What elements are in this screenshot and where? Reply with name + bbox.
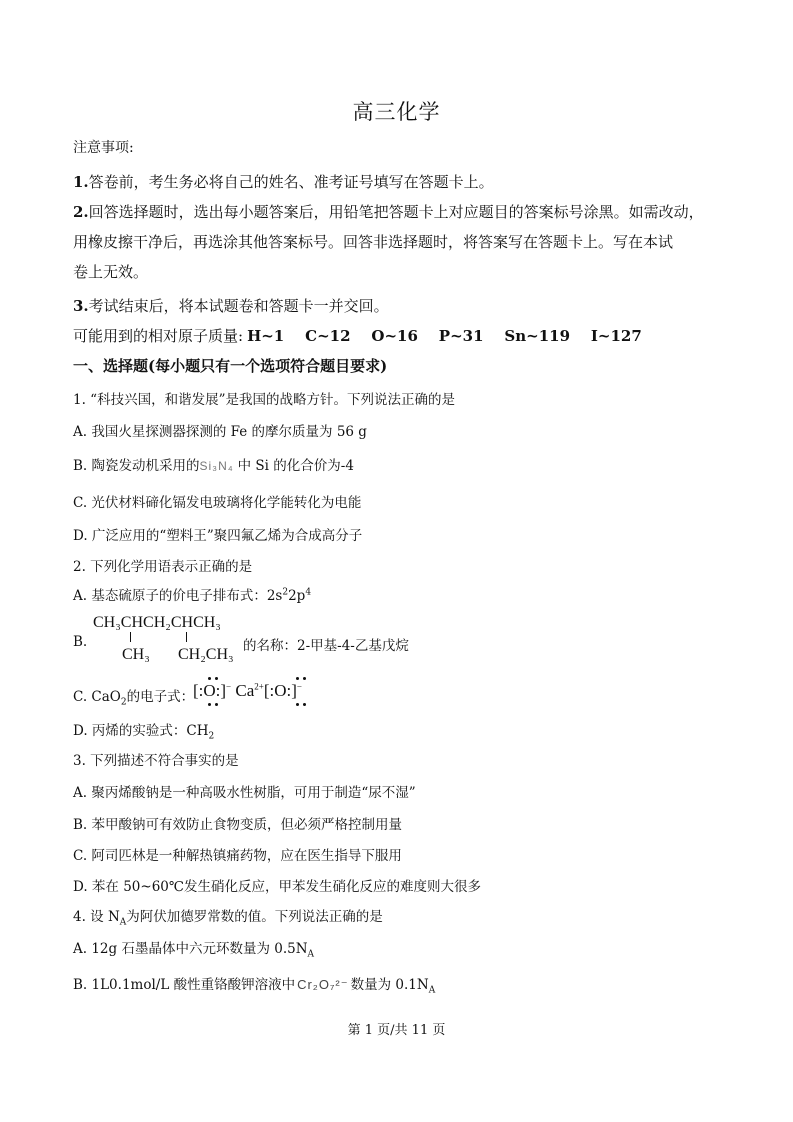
q3-option-c: C. 阿司匹林是一种解热镇痛药物，应在医生指导下服用	[73, 848, 402, 864]
lewis-left-charge: −	[226, 681, 232, 692]
structural-bond-2	[186, 632, 187, 642]
q2-option-a-sup1: 2	[282, 587, 289, 598]
q1-stem: 1. “科技兴国，和谐发展”是我国的战略方针。下列说法正确的是	[73, 392, 455, 408]
notice-item-2-line-1	[73, 201, 704, 222]
notice-item-2-text: 回答选择题时，选出每小题答案后，用铅笔把答题卡上对应题目的答案标号涂黑。如需改动，	[88, 203, 704, 221]
q4-stem	[73, 905, 383, 928]
dichromate-ion-image: Cr₂O₇²⁻	[297, 977, 349, 992]
q1-option-c: C. 光伏材料碲化镉发电玻璃将化学能转化为电能	[73, 495, 362, 511]
lewis-calcium: Ca	[235, 681, 255, 700]
notice-item-2-line-2: 用橡皮擦干净后，再选涂其他答案标号。回答非选择题时，将答案写在答题卡上。写在本试	[73, 233, 674, 251]
atomic-mass-line	[73, 325, 642, 346]
structural-branch-methyl: CH₃	[122, 646, 150, 663]
q4-option-b-pre: B. 1L0.1mol/L 酸性重铬酸钾溶液中	[73, 977, 296, 993]
page-footer: 第 1 页/共 11 页	[347, 1023, 446, 1038]
atomic-mass-label: 可能用到的相对原子质量:	[73, 327, 244, 345]
q4-option-b	[73, 973, 435, 996]
q3-option-d: D. 苯在 50~60℃发生硝化反应，甲苯发生硝化反应的难度则大很多	[73, 879, 481, 895]
page-title: 高三化学	[352, 100, 441, 124]
q4-option-a-pre: A. 12g 石墨晶体中六元环数量为 0.5N	[73, 941, 308, 957]
q2-option-c-sub: 2	[120, 697, 127, 708]
structural-bond-1	[130, 632, 131, 642]
q4-option-b-post: 数量为 0.1N	[350, 977, 429, 993]
q1-option-a: A. 我国火星探测器探测的 Fe 的摩尔质量为 56 g	[73, 424, 367, 440]
notice-item-3-number: 3.	[73, 297, 89, 315]
lewis-right-peroxide: [:O:]	[263, 681, 297, 700]
q3-option-a: A. 聚丙烯酸钠是一种高吸水性树脂，可用于制造“尿不湿”	[73, 785, 416, 801]
q2-option-a	[73, 584, 311, 604]
q2-option-b-label: B.	[73, 634, 88, 650]
q2-option-a-mid: 2p	[288, 588, 306, 604]
q2-option-b-name: 的名称：2-甲基-4-乙基戊烷	[243, 638, 409, 654]
notice-item-1	[73, 171, 494, 192]
q2-option-a-sup2: 4	[305, 587, 312, 598]
cao2-electron-formula	[193, 681, 302, 701]
q4-option-b-sub: A	[428, 985, 436, 996]
lewis-dot	[296, 703, 299, 706]
q2-option-c	[73, 685, 194, 708]
notice-item-2-line-3: 卷上无效。	[73, 263, 149, 281]
section-heading: 一、选择题(每小题只有一个选项符合题目要求)	[73, 357, 388, 375]
lewis-dot	[303, 677, 306, 680]
structural-branch-ethyl: CH₂CH₃	[178, 646, 234, 663]
q4-option-a	[73, 937, 314, 960]
lewis-right-charge: −	[296, 681, 302, 692]
si3n4-formula-image: Si₃N₄	[199, 459, 234, 473]
q2-option-a-pre: A. 基态硫原子的价电子排布式：2s	[73, 588, 283, 604]
lewis-left-peroxide: [:O:]	[193, 681, 227, 700]
q4-option-a-sub: A	[307, 949, 315, 960]
structural-formula-main-chain: CH₃CHCH₂CHCH₃	[93, 614, 221, 631]
atomic-mass-values: H~1 C~12 O~16 P~31 Sn~119 I~127	[247, 327, 642, 345]
notice-item-3	[73, 295, 389, 316]
q4-stem-sub: A	[119, 917, 127, 928]
q1-option-d: D. 广泛应用的“塑料王”聚四氟乙烯为合成高分子	[73, 528, 363, 544]
q3-option-b: B. 苯甲酸钠可有效防止食物变质，但必须严格控制用量	[73, 817, 403, 833]
q2-option-d-sub: 2	[208, 731, 215, 742]
lewis-dot	[215, 703, 218, 706]
lewis-dot	[208, 677, 211, 680]
notice-item-2-number: 2.	[73, 203, 89, 221]
lewis-dot	[296, 677, 299, 680]
notice-item-3-text: 考试结束后，将本试题卷和答题卡一并交回。	[88, 297, 389, 315]
q2-option-d	[73, 719, 214, 742]
q2-option-c-post: 的电子式：	[126, 689, 195, 705]
q2-option-c-pre: C. CaO	[73, 689, 121, 705]
notice-item-1-number: 1.	[73, 173, 89, 191]
notice-item-1-text: 答卷前，考生务必将自己的姓名、准考证号填写在答题卡上。	[88, 173, 494, 191]
q1-option-b-pre: B. 陶瓷发动机采用的	[73, 458, 200, 474]
q3-stem: 3. 下列描述不符合事实的是	[73, 753, 239, 769]
q4-stem-post: 为阿伏加德罗常数的值。下列说法正确的是	[126, 909, 383, 925]
q1-option-b	[73, 454, 354, 474]
lewis-dot	[208, 703, 211, 706]
notice-heading: 注意事项:	[73, 140, 134, 156]
q2-stem: 2. 下列化学用语表示正确的是	[73, 559, 253, 575]
q1-option-b-post: 中 Si 的化合价为-4	[237, 458, 354, 474]
q2-option-d-pre: D. 丙烯的实验式：CH	[73, 723, 209, 739]
q4-stem-pre: 4. 设 N	[73, 909, 120, 925]
lewis-dot	[215, 677, 218, 680]
lewis-dot	[303, 703, 306, 706]
lewis-calcium-charge: 2+	[254, 681, 264, 692]
